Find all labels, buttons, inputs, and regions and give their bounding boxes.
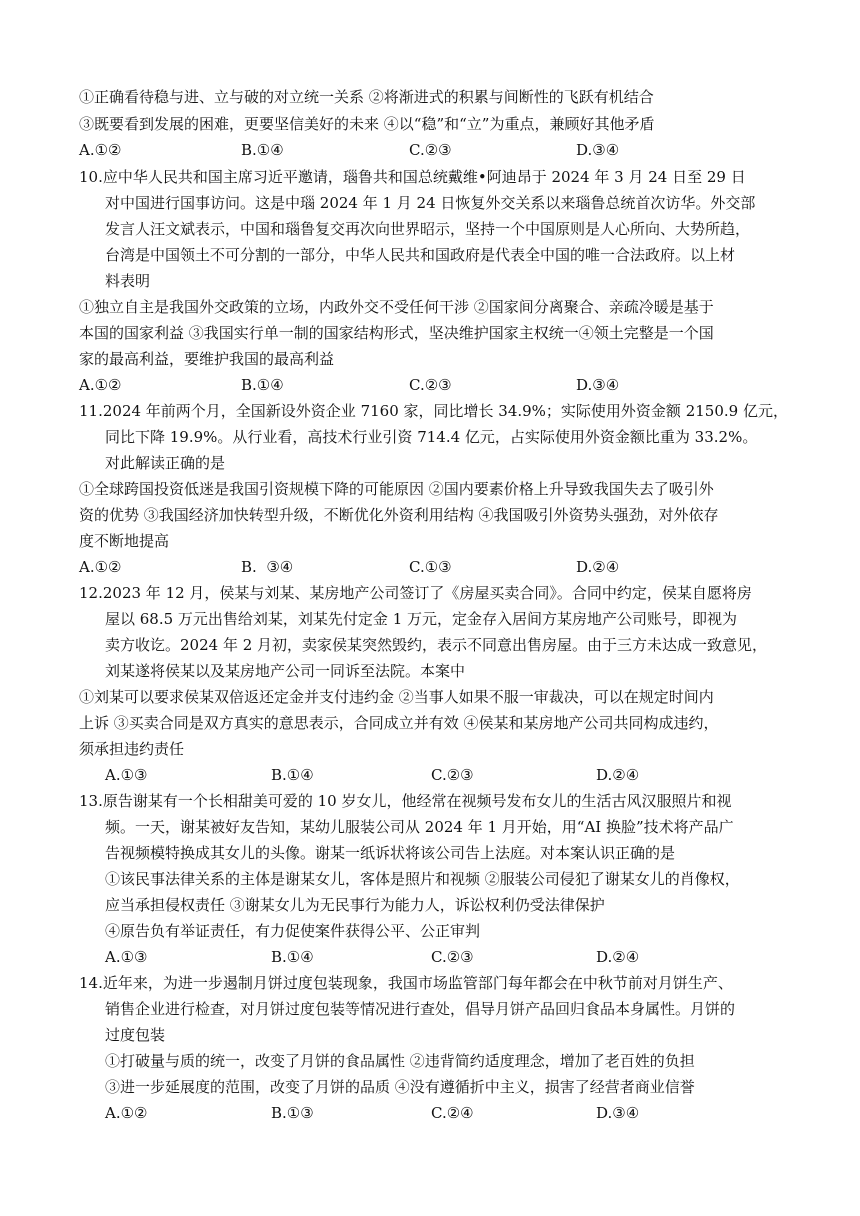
- q14-stem-line-3: 过度包装: [105, 1026, 166, 1044]
- q10-option-b[interactable]: B.①④: [241, 376, 284, 394]
- q12-option-a[interactable]: A.①③: [105, 766, 148, 784]
- q13-option-b[interactable]: B.①④: [271, 948, 314, 966]
- q9-statement-line-2: ③既要看到发展的困难，更要坚信美好的未来 ④以“稳”和“立”为重点，兼顾好其他矛盾: [79, 115, 655, 133]
- q13-statement-line-1: ①该民事法律关系的主体是谢某女儿，客体是照片和视频 ②服装公司侵犯了谢某女儿的肖像权，: [105, 870, 740, 888]
- q10-stem-line-3: 发言人汪文斌表示，中国和瑙鲁复交再次向世界昭示，坚持一个中国原则是人心所向、大势所趋，: [105, 220, 751, 238]
- q14-option-a[interactable]: A.①②: [105, 1104, 148, 1122]
- q11-options: [79, 556, 779, 578]
- q12-stem-line-2: 屋以 68.5 万元出售给刘某，刘某先付定金 1 万元，定金存入居间方某房地产公司账号，即视为: [105, 610, 738, 628]
- q12-stem-line-1: 12.2023 年 12 月，侯某与刘某、某房地产公司签订了《房屋买卖合同》。合同中约定，侯某自愿将房: [79, 584, 752, 602]
- q11-option-c[interactable]: C.①③: [409, 558, 452, 576]
- q10-option-a[interactable]: A.①②: [79, 376, 122, 394]
- q12-option-b[interactable]: B.①④: [271, 766, 314, 784]
- q9-option-d[interactable]: D.③④: [576, 141, 620, 159]
- q9-option-a[interactable]: A.①②: [79, 141, 122, 159]
- q12-statement-line-3: 须承担违约责任: [79, 740, 185, 758]
- q10-statement-line-3: 家的最高利益，要维护我国的最高利益: [79, 350, 335, 368]
- q12-stem-line-4: 刘某遂将侯某以及某房地产公司一同诉至法院。本案中: [105, 662, 466, 680]
- q11-option-d[interactable]: D.②④: [576, 558, 620, 576]
- q10-stem-line-4: 台湾是中国领土不可分割的一部分，中华人民共和国政府是代表全中国的唯一合法政府。以上材: [105, 246, 736, 264]
- q13-stem-line-1: 13.原告谢某有一个长相甜美可爱的 10 岁女儿，他经常在视频号发布女儿的生活古风汉服照片和视: [79, 792, 732, 810]
- q10-options: [79, 374, 779, 396]
- q10-statement-line-1: ①独立自主是我国外交政策的立场，内政外交不受任何干涉 ②国家间分离聚合、亲疏冷暖是基于: [79, 298, 714, 316]
- q14-option-c[interactable]: C.②④: [431, 1104, 474, 1122]
- q11-statement-line-3: 度不断地提高: [79, 532, 170, 550]
- q14-options: [105, 1102, 785, 1124]
- q13-stem-line-2: 频。一天，谢某被好友告知，某幼儿服装公司从 2024 年 1 月开始，用“AI 换脸”技术将产品广: [105, 818, 734, 836]
- q14-statement-line-2: ③进一步延展度的范围，改变了月饼的品质 ④没有遵循折中主义，损害了经营者商业信誉: [105, 1078, 695, 1096]
- q12-option-d[interactable]: D.②④: [596, 766, 640, 784]
- q11-stem-line-2: 同比下降 19.9%。从行业看，高技术行业引资 714.4 亿元，占实际使用外资金额比重为 33.2%。: [105, 428, 758, 446]
- q11-statement-line-1: ①全球跨国投资低迷是我国引资规模下降的可能原因 ②国内要素价格上升导致我国失去了吸引外: [79, 480, 714, 498]
- q9-options: [79, 139, 779, 161]
- q11-statement-line-2: 资的优势 ③我国经济加快转型升级，不断优化外资利用结构 ④我国吸引外资势头强劲，对外依存: [79, 506, 719, 524]
- q12-option-c[interactable]: C.②③: [431, 766, 474, 784]
- q12-statement-line-1: ①刘某可以要求侯某双倍返还定金并支付违约金 ②当事人如果不服一审裁决，可以在规定时间内: [79, 688, 714, 706]
- q10-statement-line-2: 本国的国家利益 ③我国实行单一制的国家结构形式，坚决维护国家主权统一④领土完整是一个国: [79, 324, 714, 342]
- q13-option-d[interactable]: D.②④: [596, 948, 640, 966]
- q13-statement-line-2: 应当承担侵权责任 ③谢某女儿为无民事行为能力人，诉讼权利仍受法律保护: [105, 896, 605, 914]
- q13-statement-line-3: ④原告负有举证责任，有力促使案件获得公平、公正审判: [105, 922, 481, 940]
- q13-stem-line-3: 告视频模特换成其女儿的头像。谢某一纸诉状将该公司告上法庭。对本案认识正确的是: [105, 844, 676, 862]
- q11-option-a[interactable]: A.①②: [79, 558, 122, 576]
- q13-option-a[interactable]: A.①③: [105, 948, 148, 966]
- q10-stem-line-2: 对中国进行国事访问。这是中瑙 2024 年 1 月 24 日恢复外交关系以来瑙鲁总统首次访华。外交部: [105, 194, 756, 212]
- q14-option-d[interactable]: D.③④: [596, 1104, 640, 1122]
- q10-stem-line-5: 料表明: [105, 272, 151, 290]
- q14-stem-line-1: 14.近年来，为进一步遏制月饼过度包装现象，我国市场监管部门每年都会在中秋节前对月饼生产、: [79, 974, 733, 992]
- q11-stem-line-1: 11.2024 年前两个月，全国新设外资企业 7160 家，同比增长 34.9%；实际使用外资金额 2150.9 亿元，: [79, 402, 788, 420]
- q10-option-d[interactable]: D.③④: [576, 376, 620, 394]
- q12-stem-line-3: 卖方收讫。2024 年 2 月初，卖家侯某突然毁约，表示不同意出售房屋。由于三方未达成一致意见，: [105, 636, 768, 654]
- q9-statement-line-1: ①正确看待稳与进、立与破的对立统一关系 ②将渐进式的积累与间断性的飞跃有机结合: [79, 88, 654, 106]
- q9-option-c[interactable]: C.②③: [409, 141, 452, 159]
- q12-statement-line-2: 上诉 ③买卖合同是双方真实的意思表示，合同成立并有效 ④侯某和某房地产公司共同构成违约，: [79, 714, 719, 732]
- q11-stem-line-3: 对此解读正确的是: [105, 454, 226, 472]
- q11-option-b[interactable]: B. ③④: [241, 558, 294, 576]
- q14-statement-line-1: ①打破量与质的统一，改变了月饼的食品属性 ②违背简约适度理念，增加了老百姓的负担: [105, 1052, 695, 1070]
- q12-options: [105, 764, 785, 786]
- q14-option-b[interactable]: B.①③: [271, 1104, 314, 1122]
- q13-options: [105, 946, 785, 968]
- q9-option-b[interactable]: B.①④: [241, 141, 284, 159]
- q14-stem-line-2: 销售企业进行检查，对月饼过度包装等情况进行查处，倡导月饼产品回归食品本身属性。月饼的: [105, 1000, 736, 1018]
- q10-option-c[interactable]: C.②③: [409, 376, 452, 394]
- q10-stem-line-1: 10.应中华人民共和国主席习近平邀请，瑙鲁共和国总统戴维•阿迪昂于 2024 年 3 月 24 日至 29 日: [79, 168, 746, 186]
- q13-option-c[interactable]: C.②③: [431, 948, 474, 966]
